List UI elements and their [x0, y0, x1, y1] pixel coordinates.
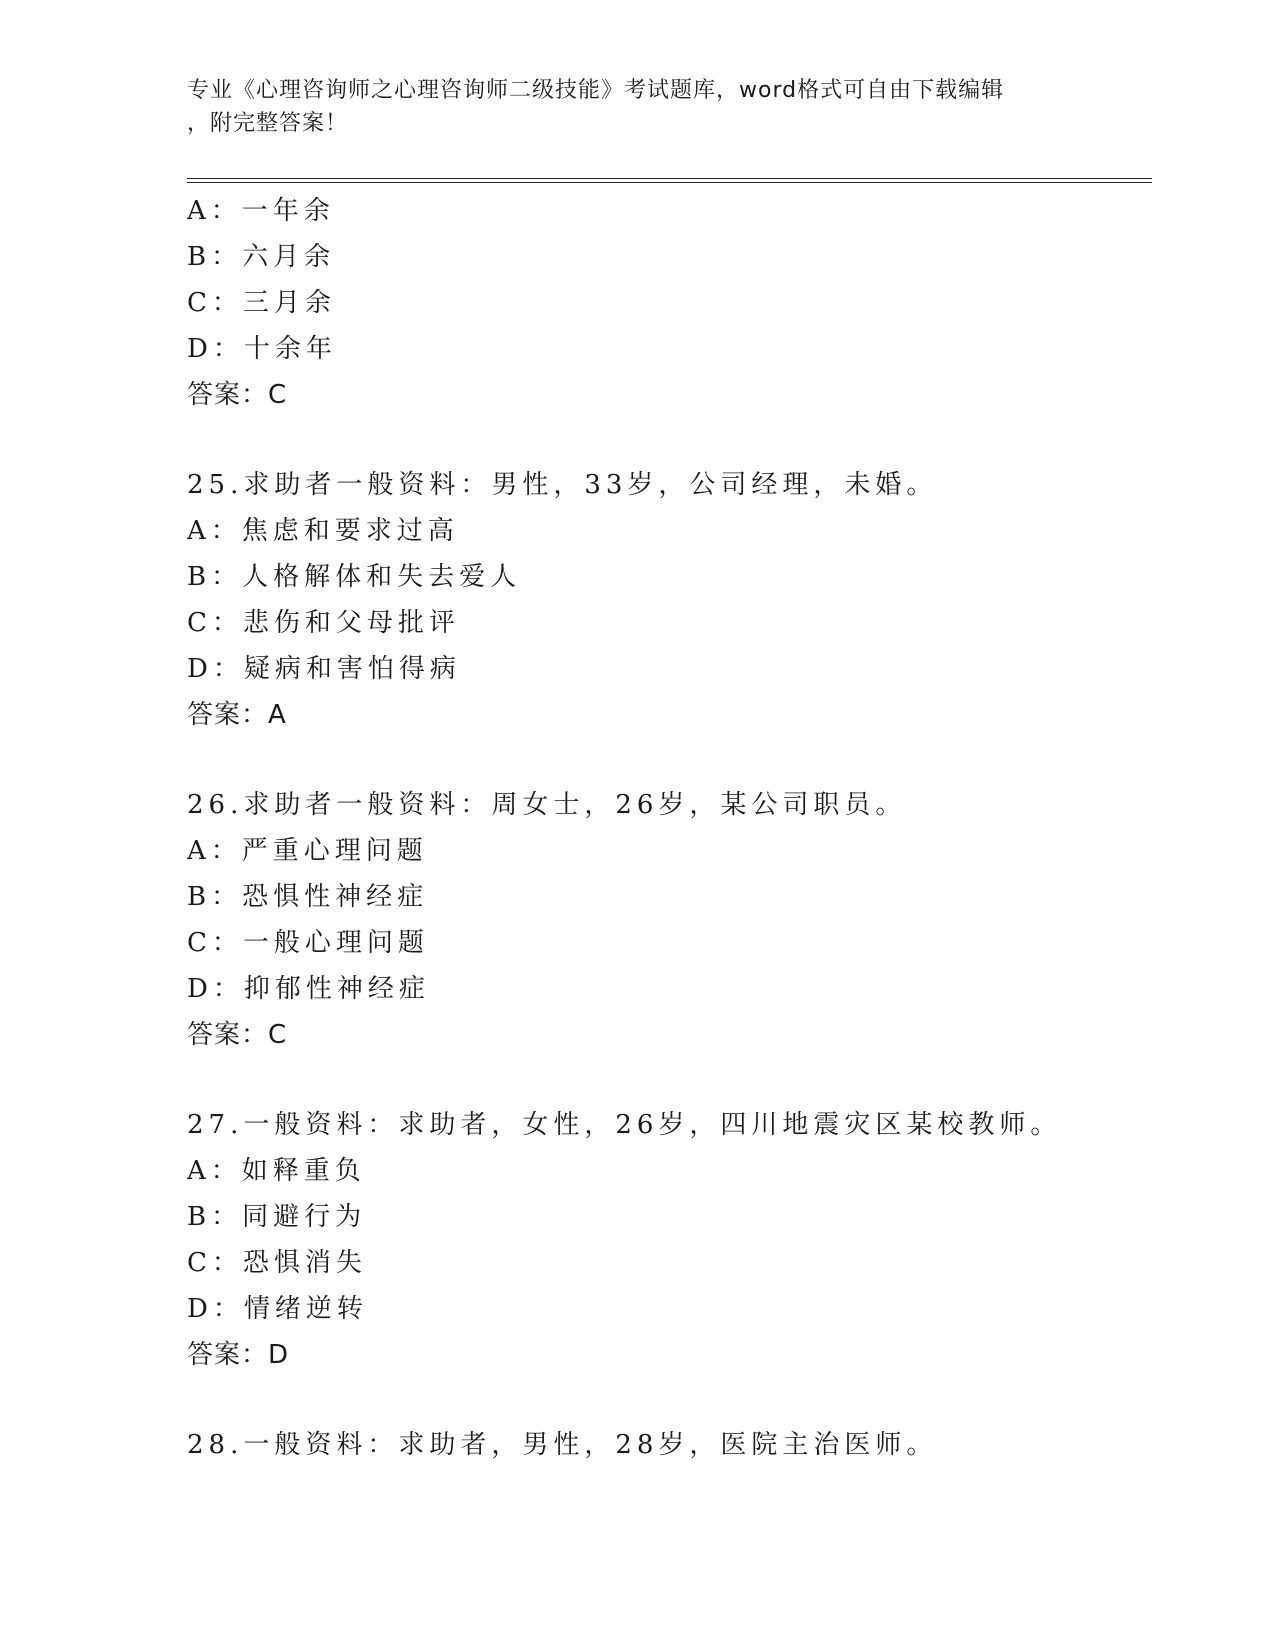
- question-list: [187, 188, 1147, 1468]
- page-header: [187, 74, 1087, 140]
- question-24-block: [187, 188, 1147, 418]
- option-c: C：悲伤和父母批评: [187, 608, 460, 638]
- option-a: A：如释重负: [187, 1156, 366, 1186]
- question-text: 27.一般资料：求助者，女性，26岁，四川地震灾区某校教师。: [187, 1110, 1062, 1140]
- option-b: B：六月余: [187, 242, 336, 272]
- option-b: B：人格解体和失去爱人: [187, 562, 522, 592]
- header-line-2: ，附完整答案！: [187, 111, 349, 136]
- option-a: A：一年余: [187, 196, 335, 226]
- question-text: 28.一般资料：求助者，男性，28岁，医院主治医师。: [187, 1430, 938, 1460]
- option-d: D：疑病和害怕得病: [187, 654, 461, 684]
- question-26-block: [187, 782, 1147, 1058]
- option-b: B：恐惧性神经症: [187, 882, 429, 912]
- option-c: C：三月余: [187, 288, 336, 318]
- answer: 答案：C: [187, 380, 288, 410]
- option-b: B：同避行为: [187, 1202, 367, 1232]
- question-text: 26.求助者一般资料：周女士，26岁，某公司职员。: [187, 790, 907, 820]
- option-a: A：严重心理问题: [187, 836, 428, 866]
- option-d: D：情绪逆转: [187, 1294, 368, 1324]
- answer: 答案：D: [187, 1340, 290, 1370]
- answer: 答案：A: [187, 700, 287, 730]
- option-d: D：抑郁性神经症: [187, 974, 430, 1004]
- option-c: C：一般心理问题: [187, 928, 429, 958]
- question-25-block: [187, 462, 1147, 738]
- question-27-block: [187, 1102, 1147, 1378]
- question-text: 25.求助者一般资料：男性，33岁，公司经理，未婚。: [187, 470, 938, 500]
- question-28-block: [187, 1422, 1147, 1468]
- answer: 答案：C: [187, 1020, 288, 1050]
- header-divider: [187, 178, 1152, 183]
- option-d: D：十余年: [187, 334, 337, 364]
- header-line-1: 专业《心理咨询师之心理咨询师二级技能》考试题库，word格式可自由下载编辑: [187, 78, 1005, 103]
- option-c: C：恐惧消失: [187, 1248, 367, 1278]
- option-a: A：焦虑和要求过高: [187, 516, 459, 546]
